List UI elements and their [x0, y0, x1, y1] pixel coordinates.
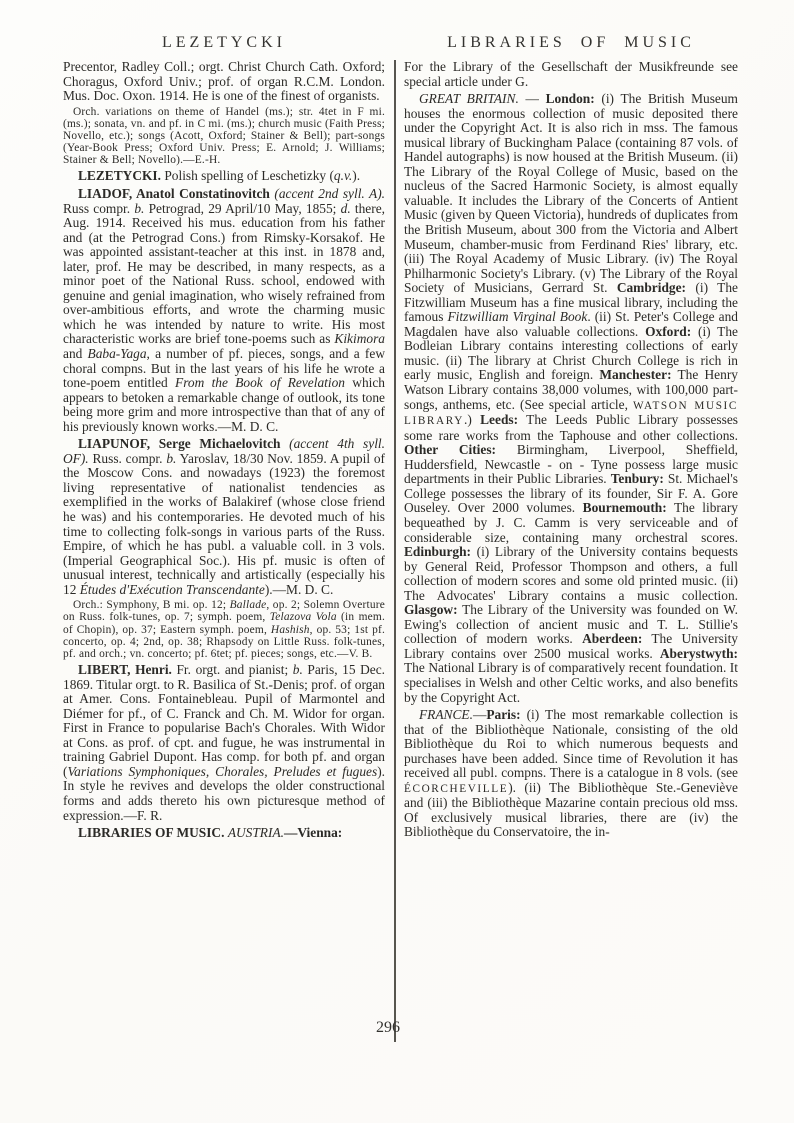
paragraph: [63, 169, 385, 184]
text-segment: LEZETYCKI.: [78, 168, 161, 184]
text-segment: Ballade: [229, 599, 267, 612]
text-segment: The library bequeathed by J. C. Camm is very serviceable and of considerable size, containing many orchestral scores.: [404, 500, 738, 545]
text-segment: The National Library is of comparatively recent foundation. It specialises in Welsh and other Celtic works, and also benefits by the Copyright Act.: [404, 660, 738, 705]
text-segment: Glasgow:: [404, 602, 458, 618]
text-segment: For the Library of the Gesellschaft der Musikfreunde see special article under G.: [404, 59, 738, 89]
text-segment: Fitzwilliam Virginal Book: [447, 309, 588, 325]
text-segment: Paris:: [486, 707, 521, 723]
paragraph: [63, 599, 385, 660]
text-segment: and: [63, 345, 88, 361]
right-text-column: [404, 60, 738, 840]
text-segment: (accent 4th syll. OF).: [63, 436, 385, 466]
text-segment: Polish spelling of Leschetizky (: [160, 168, 334, 184]
left-text-column: [63, 60, 385, 841]
text-segment: WATSON MUSIC LIBRARY: [404, 399, 738, 428]
text-segment: Other Cities:: [404, 442, 497, 458]
text-segment: Russ compr.: [63, 200, 135, 216]
text-segment: Precentor, Radley Coll.; orgt. Christ Church Cath. Oxford; Choragus, Oxford Univ.; prof. of organ R.C.M. London. Mus. Doc. Oxon. 1914. He is one of the finest of organists.: [63, 59, 385, 104]
paragraph: [63, 106, 385, 167]
text-segment: (in mem. of Chopin), op. 37; Eastern symph. poem,: [63, 611, 385, 636]
text-segment: q.v.: [333, 168, 353, 184]
text-segment: Paris, 15 Dec. 1869. Titular orgt. to R. Basilica of St.-Denis; prof. of organ at Amer. Cons. Fontainebleau. Pupil of Marmontel and Diémer for pf., of C. Franck and Ch. M. Widor for organ. First in France to popularise Bach's Chorales. With Widor at Cons. as prof. of cpt. and fugue, he was instrumental in training Gabriel Dupont. Has comp. for both pf. and organ (: [63, 662, 386, 779]
text-segment: Leeds:: [480, 412, 519, 428]
text-segment: FRANCE.: [419, 707, 473, 723]
text-segment: —: [518, 91, 546, 107]
page-number: 296: [376, 1019, 400, 1036]
paragraph: [63, 826, 385, 841]
text-segment: The Leeds Public Library possesses some rare works from the Taphouse and other collections.: [404, 412, 739, 443]
text-segment: The Henry Watson Library contains 38,000 volumes, with 100,000 part-songs, anthems, etc. (See special article,: [404, 367, 738, 412]
text-segment: Tenbury:: [610, 471, 664, 487]
text-segment: ÉCORCHEVILLE: [404, 782, 509, 795]
text-segment: .): [463, 412, 481, 428]
text-segment: ).: [352, 168, 361, 184]
text-segment: , op. 2; Solemn Overture on Russ. folk-tunes, op. 7; symph. poem,: [63, 599, 385, 624]
text-segment: Orch.: Symphony, B mi. op. 12;: [73, 599, 230, 612]
text-segment: The Library of the University was founded on W. Ewing's collection of ancient music and T. L. Stillie's collection of modern works.: [404, 602, 738, 647]
text-segment: Manchester:: [599, 367, 672, 383]
text-segment: London:: [545, 91, 595, 107]
text-segment: (i) The most remarkable collection is that of the Bibliothèque Nationale, consisting of the old Bibliothèque du Roi to which numerous bequests and purchases have been added. Since time of Revolution it has received all publ. compns. There is a catalogue in 8 vols. (see: [404, 707, 738, 781]
text-segment: Bournemouth:: [582, 500, 667, 516]
text-segment: (i) The Bodleian Library contains interesting collections of early music. (ii) The library at Christ Church College is rich in early music, English and foreign.: [404, 323, 739, 383]
text-segment: Edinburgh:: [404, 544, 471, 560]
paragraph: [404, 60, 738, 89]
text-segment: (i) The Fitzwilliam Museum has a fine musical library, including the famous: [404, 280, 738, 325]
running-head-left: LEZETYCKI: [162, 34, 286, 51]
text-segment: Fr. orgt. and pianist;: [171, 662, 293, 678]
text-segment: ). (ii) The Bibliothèque Ste.-Geneviève and (iii) the Bibliothèque Mazarine contain precious old mss. Of exclusively musical libraries, there are (iv) the Bibliothèque du Conservatoire, the in-: [404, 779, 738, 840]
text-segment: Hashish: [270, 623, 310, 636]
text-segment: there, Aug. 1914. Received his mus. education from his father and (at the Petrograd Cons.) from Rimsky-Korsakof. He was appointed assistant-teacher at this inst. in 1878 and, later, prof. He may be described, in many respects, as a minor poet of the National Russ. school, endowed with genuine and genial imagination, who wisely refrained from over-ambitious efforts, and wrote the charming music which he was intended by nature to write. His most characteristic works are brief tone-poems such as: [63, 200, 385, 347]
text-segment: which appears to betoken a remarkable change of outlook, its tone being more grim and more introspective than that of any of his previously known works.—M. D. C.: [63, 375, 385, 434]
text-segment: Russ. compr.: [88, 450, 167, 466]
text-segment: The University Library contains over 2500 musical works.: [404, 631, 739, 661]
text-segment: Aberystwyth:: [659, 645, 738, 661]
paragraph: [404, 708, 738, 840]
text-segment: , op. 53; 1st pf. concerto, op. 4; 2nd, op. 38; Rhapsody on Little Russ. folk-tunes, pf. and orch.; vn. concerto; pf. 6tet; pf. pieces; songs, etc.—V. B.: [63, 623, 386, 660]
text-segment: Oxford:: [645, 323, 692, 339]
text-segment: LIAPUNOF, Serge Michaelovitch: [78, 436, 290, 452]
text-segment: From the Book of Revelation: [175, 375, 345, 391]
paragraph: [404, 92, 738, 705]
text-segment: —: [472, 707, 487, 723]
text-segment: (i) Library of the University contains bequests by General Reid, Professor Thompson and others, a full collection of modern scores and some old printed music. (ii) The Advocates' Library contains a music collection.: [404, 544, 738, 603]
text-segment: LIBRARIES OF MUSIC.: [78, 825, 228, 841]
text-segment: Birmingham, Liverpool, Sheffield, Huddersfield, Newcastle - on - Tyne possess large music departments in their Public Libraries.: [404, 442, 738, 487]
text-segment: —Vienna:: [283, 825, 343, 841]
text-segment: b.: [292, 662, 303, 678]
text-segment: ). In style he revives and develops the older constructional forms and adds thereto his own picturesque method of expression.—F. R.: [63, 763, 385, 823]
text-segment: Kikimora: [334, 331, 385, 347]
text-segment: Cambridge:: [616, 280, 686, 296]
text-segment: Aberdeen:: [582, 631, 643, 647]
paragraph: [63, 60, 385, 104]
running-head-right: LIBRARIES OF MUSIC: [447, 34, 695, 51]
text-segment: Baba-Yaga: [87, 345, 147, 361]
text-segment: d.: [340, 200, 351, 216]
text-segment: b.: [166, 450, 177, 466]
text-segment: LIBERT, Henri.: [78, 662, 172, 678]
text-segment: Orch. variations on theme of Handel (ms.); str. 4tet in F mi. (ms.); sonata, vn. and pf. in C mi. (ms.); church music (Faith Press; Novello, etc.); songs (Acott, Oxford; Stainer & Bell); part-songs (Year-Book Press; Oxford Univ. Press; E. Arnold; J. Williams; Stainer & Bell; Novello).—E.-H.: [63, 105, 385, 167]
text-segment: Études d'Exécution Transcendante: [79, 581, 265, 597]
paragraph: [63, 187, 385, 434]
text-segment: AUSTRIA.: [227, 825, 284, 841]
paragraph: [63, 437, 385, 597]
text-segment: (i) The British Museum houses the enormous collection of music deposited there under the Copyright Act. It is also rich in mss. The famous musical library of Buckingham Palace (containing 87 vols. of Handel autographs) is now housed at the British Museum. (ii) The Library of the Royal College of Music, based on the nucleus of the Sacred Harmonic Society, is almost equally valuable. It includes the Library of the Concerts of Antient Music (given by Queen Victoria), hundreds of duplicates from the British Museum, about 300 from the Victoria and Albert Museum, chamber-music from Ferdinand Ries' library, etc. (iii) The Royal Academy of Music Library. (iv) The Royal Philharmonic Society's Library. (v) The Library of the Royal Society of Musicians, Gerrard St.: [404, 91, 739, 296]
column-divider-rule: [394, 60, 396, 1042]
text-segment: Petrograd, 29 April/10 May, 1855;: [144, 200, 341, 216]
text-segment: GREAT BRITAIN.: [419, 91, 519, 107]
text-segment: . (ii) St. Peter's College and Magdalen have also valuable collections.: [404, 309, 738, 339]
text-segment: Telazova Vola: [269, 611, 337, 624]
text-segment: Yaroslav, 18/30 Nov. 1859. A pupil of the Moscow Cons. and nowadays (1923) the foremost living representative of nationalist tendencies as exemplified in the works of Balakiref (whose close friend he was) and his contemporaries. He devoted much of his time to collecting folk-songs in various parts of the Russ. Empire, of which he has publ. a valuable coll. in 3 vols. (Imperial Geographical Soc.). His pf. music is often of unusual interest, technically and artistically (especially his 12: [63, 450, 386, 597]
text-segment: Variations Symphoniques, Chorales, Preludes et fugues: [67, 763, 378, 779]
text-segment: (accent 2nd syll. A).: [274, 185, 385, 201]
text-segment: LIADOF, Anatol Constatinovitch: [78, 185, 275, 201]
text-segment: St. Michael's College possesses the library of its founder, Sir F. A. Gore Ouseley. Over 2000 volumes.: [404, 471, 738, 516]
text-segment: , a number of pf. pieces, songs, and a few choral compns. But in the last years of his life he wrote a tone-poem entitled: [63, 345, 385, 391]
text-segment: b.: [134, 200, 145, 216]
paragraph: [63, 663, 385, 823]
text-segment: ).—M. D. C.: [264, 581, 334, 597]
